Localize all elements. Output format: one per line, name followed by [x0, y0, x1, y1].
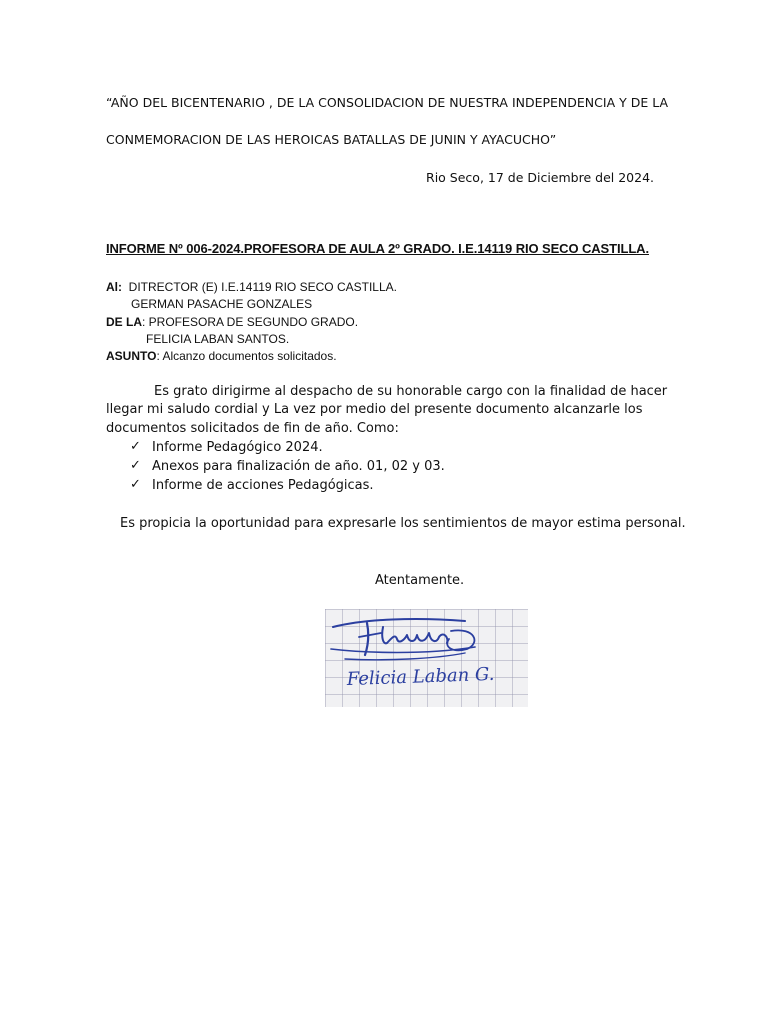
subject-text: : Alcanzo documentos solicitados.	[156, 349, 337, 363]
motto-line-1: “AÑO DEL BICENTENARIO , DE LA CONSOLIDACION DE NUESTRA INDEPENDENCIA Y DE LA	[106, 95, 669, 110]
svg-text:Felicia Laban G.	[345, 664, 494, 690]
signature-name: Felicia Laban G.	[346, 663, 495, 690]
recipient-name: GERMAN PASACHE GONZALES	[131, 297, 313, 311]
sender-name: FELICIA LABAN SANTOS.	[146, 332, 290, 346]
checkmark-icon: ✓	[130, 477, 141, 492]
checkmark-icon: ✓	[130, 439, 141, 454]
signature-image	[325, 609, 528, 707]
recipient-title: DITRECTOR (E) I.E.14119 RIO SECO CASTILLA.	[128, 280, 397, 294]
motto-line-2: CONMEMORACION DE LAS HEROICAS BATALLAS DE JUNIN Y AYACUCHO”	[106, 132, 557, 147]
body-paragraph-line-3: documentos solicitados de fin de año. Como:	[106, 421, 399, 436]
handwritten-signature	[325, 609, 528, 707]
closing-salutation: Atentamente.	[375, 573, 465, 588]
list-item: Informe Pedagógico 2024.	[152, 440, 323, 455]
sender-line	[106, 315, 358, 329]
to-label: Al:	[106, 280, 122, 294]
from-label: DE LA	[106, 315, 142, 329]
closing-sentence: Es propicia la oportunidad para expresarle los sentimientos de mayor estima personal.	[120, 516, 686, 531]
subject-line	[106, 349, 337, 363]
subject-label: ASUNTO	[106, 349, 157, 363]
list-item: Informe de acciones Pedagógicas.	[152, 478, 374, 493]
document-title: INFORME Nº 006-2024.PROFESORA DE AULA 2º GRADO. I.E.14119 RIO SECO CASTILLA.	[106, 241, 649, 256]
body-paragraph-line-1: Es grato dirigirme al despacho de su honorable cargo con la finalidad de hacer	[154, 384, 668, 399]
list-item: Anexos para finalización de año. 01, 02 y 03.	[152, 459, 445, 474]
sender-title: : PROFESORA DE SEGUNDO GRADO.	[142, 315, 359, 329]
checkmark-icon: ✓	[130, 458, 141, 473]
body-paragraph-line-2: llegar mi saludo cordial y La vez por medio del presente documento alcanzarle los	[106, 402, 643, 417]
document-date: Rio Seco, 17 de Diciembre del 2024.	[426, 170, 654, 185]
recipient-line	[106, 280, 397, 294]
